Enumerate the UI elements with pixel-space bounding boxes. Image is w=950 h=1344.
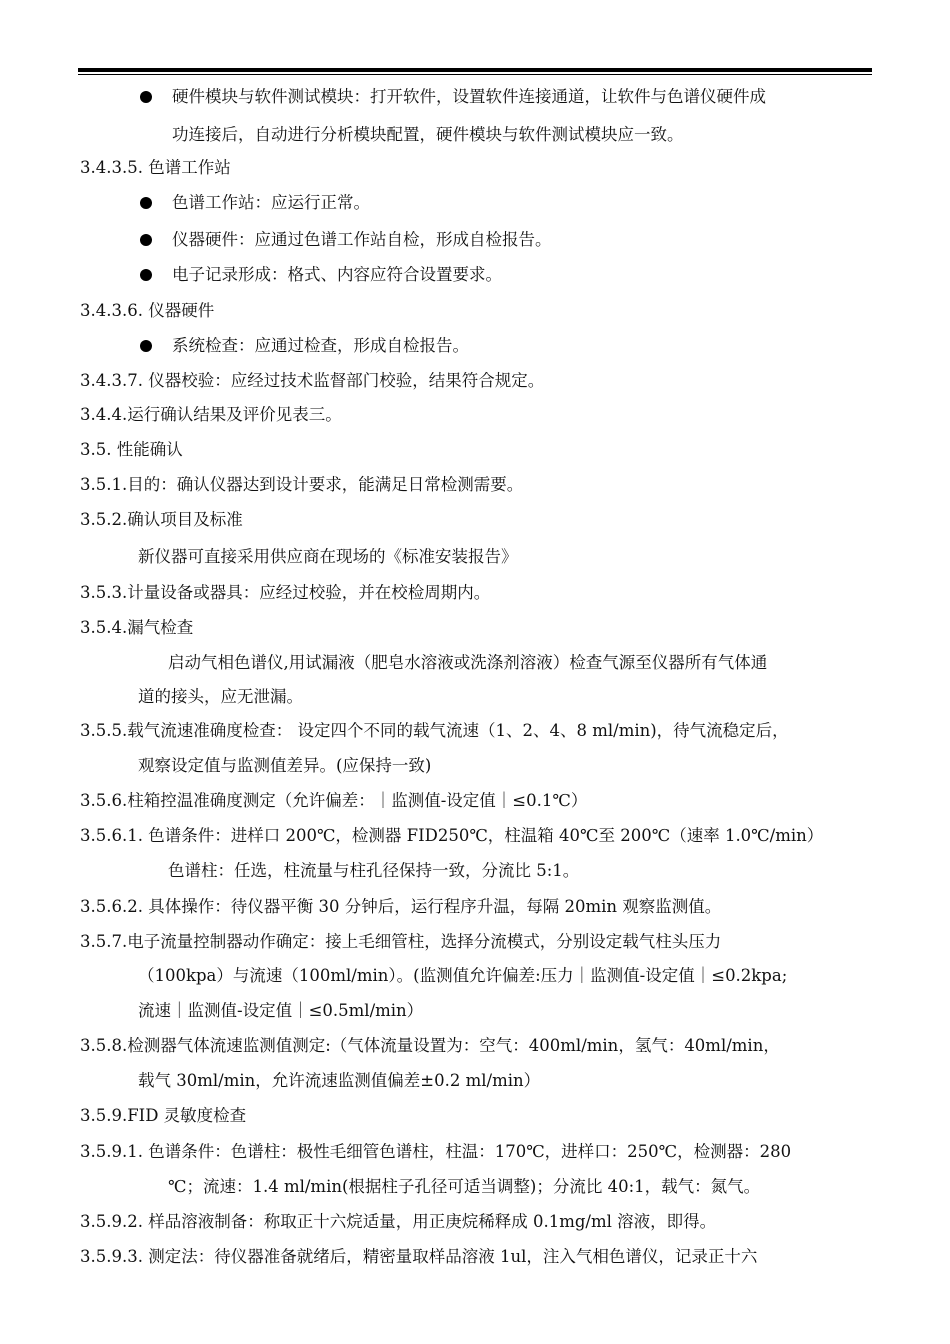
section-heading: 3.5.2.确认项目及标准 bbox=[80, 510, 243, 529]
section-heading: 3.5.4.漏气检查 bbox=[80, 618, 194, 637]
subsection-heading: 3.5.9.3. 测定法：待仪器准备就绪后，精密量取样品溶液 1ul，注入气相色谱仪，记录正十六 bbox=[80, 1247, 758, 1266]
section-heading: 3.5.3.计量设备或器具：应经过校验，并在校检周期内。 bbox=[80, 583, 491, 602]
section-heading: 3.5.6.柱箱控温准确度测定（允许偏差：｜监测值-设定值｜≤0.1℃） bbox=[80, 791, 588, 810]
header-rule-thin bbox=[78, 74, 872, 75]
paragraph-text: 色谱柱：任选，柱流量与柱孔径保持一致，分流比 5:1。 bbox=[168, 861, 580, 880]
section-heading: 3.4.3.5. 色谱工作站 bbox=[80, 158, 231, 177]
bullet-dot bbox=[140, 234, 152, 246]
paragraph-text: 新仪器可直接采用供应商在现场的《标准安装报告》 bbox=[138, 547, 518, 566]
paragraph-text: 载气 30ml/min，允许流速监测值偏差±0.2 ml/min） bbox=[138, 1071, 541, 1090]
section-heading: 3.5. 性能确认 bbox=[80, 440, 183, 459]
section-heading: 3.5.9.FID 灵敏度检查 bbox=[80, 1106, 247, 1125]
section-heading: 3.5.8.检测器气体流速监测值测定:（气体流量设置为：空气：400ml/min，氢气：40ml/min， bbox=[80, 1036, 780, 1055]
paragraph-text: ℃；流速：1.4 ml/min(根据柱子孔径可适当调整)；分流比 40:1，载气：氮气。 bbox=[168, 1177, 761, 1196]
section-heading: 3.4.3.6. 仪器硬件 bbox=[80, 301, 215, 320]
subsection-heading: 3.5.9.2. 样品溶液制备：称取正十六烷适量，用正庚烷稀释成 0.1mg/ml 溶液，即得。 bbox=[80, 1212, 717, 1231]
bullet-text: 电子记录形成：格式、内容应符合设置要求。 bbox=[172, 265, 502, 284]
header-rule-thick bbox=[78, 68, 872, 72]
section-heading: 3.4.3.7. 仪器校验：应经过技术监督部门校验，结果符合规定。 bbox=[80, 371, 545, 390]
bullet-text-continued: 功连接后，自动进行分析模块配置，硬件模块与软件测试模块应一致。 bbox=[172, 125, 684, 144]
paragraph-text: 流速｜监测值-设定值｜≤0.5ml/min） bbox=[138, 1001, 424, 1020]
section-heading: 3.5.5.载气流速准确度检查： 设定四个不同的载气流速（1、2、4、8 ml/min)，待气流稳定后， bbox=[80, 721, 789, 740]
section-heading: 3.5.1.目的：确认仪器达到设计要求，能满足日常检测需要。 bbox=[80, 475, 524, 494]
paragraph-text: 道的接头，应无泄漏。 bbox=[138, 687, 303, 706]
paragraph-text: （100kpa）与流速（100ml/min）。(监测值允许偏差:压力｜监测值-设定值｜≤0.2kpa; bbox=[138, 966, 788, 985]
bullet-text: 系统检查：应通过检查，形成自检报告。 bbox=[172, 336, 469, 355]
bullet-dot bbox=[140, 269, 152, 281]
subsection-heading: 3.5.6.2. 具体操作：待仪器平衡 30 分钟后，运行程序升温，每隔 20min 观察监测值。 bbox=[80, 897, 722, 916]
paragraph-text: 启动气相色谱仪,用试漏液（肥皂水溶液或洗涤剂溶液）检查气源至仪器所有气体通 bbox=[168, 653, 768, 672]
bullet-text: 仪器硬件：应通过色谱工作站自检，形成自检报告。 bbox=[172, 230, 552, 249]
section-heading: 3.4.4.运行确认结果及评价见表三。 bbox=[80, 405, 342, 424]
subsection-heading: 3.5.9.1. 色谱条件：色谱柱：极性毛细管色谱柱，柱温：170℃，进样口：250℃，检测器：280 bbox=[80, 1142, 792, 1161]
bullet-dot bbox=[140, 340, 152, 352]
bullet-text: 硬件模块与软件测试模块：打开软件，设置软件连接通道，让软件与色谱仪硬件成 bbox=[172, 87, 766, 106]
bullet-dot bbox=[140, 197, 152, 209]
bullet-text: 色谱工作站：应运行正常。 bbox=[172, 193, 370, 212]
subsection-heading: 3.5.6.1. 色谱条件：进样口 200℃，检测器 FID250℃，柱温箱 40℃至 200℃（速率 1.0℃/min） bbox=[80, 826, 824, 845]
section-heading: 3.5.7.电子流量控制器动作确定：接上毛细管柱，选择分流模式，分别设定载气柱头压力 bbox=[80, 932, 722, 951]
bullet-dot bbox=[140, 91, 152, 103]
paragraph-text: 观察设定值与监测值差异。(应保持一致) bbox=[138, 756, 432, 775]
